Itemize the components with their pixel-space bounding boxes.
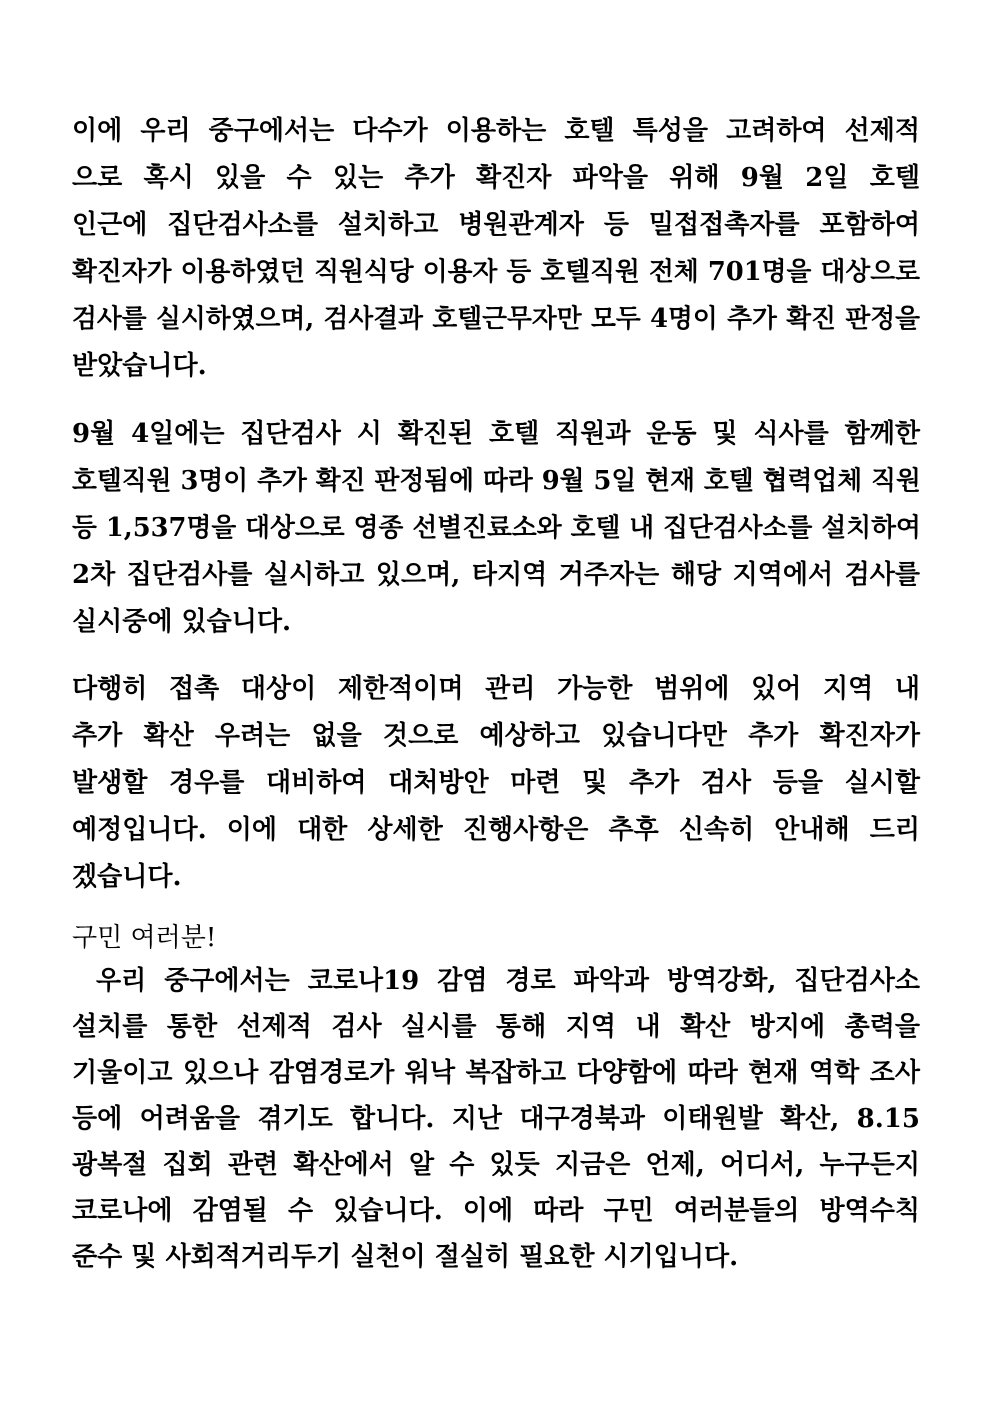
paragraph-3-line-1: 다행히 접촉 대상이 제한적이며 관리 가능한 범위에 있어 지역 내 [72,674,920,704]
paragraph-4-line-7: 준수 및 사회적거리두기 실천이 절실히 필요한 시기입니다. [72,1242,739,1272]
paragraph-2-line-5: 실시중에 있습니다. [72,607,292,637]
paragraph-4-line-2: 설치를 통한 선제적 검사 실시를 통해 지역 내 확산 방지에 총력을 [72,1012,920,1042]
greeting: 구민 여러분! [72,923,217,953]
paragraph-1-line-2: 으로 혹시 있을 수 있는 추가 확진자 파악을 위해 9월 2일 호텔 [72,163,920,193]
paragraph-4-line-1: 우리 중구에서는 코로나19 감염 경로 파악과 방역강화, 집단검사소 [96,966,920,996]
paragraph-1-line-4: 확진자가 이용하였던 직원식당 이용자 등 호텔직원 전체 701명을 대상으로 [72,257,920,287]
paragraph-1-line-5: 검사를 실시하였으며, 검사결과 호텔근무자만 모두 4명이 추가 확진 판정을 [72,304,920,334]
paragraph-4-line-4: 등에 어려움을 겪기도 합니다. 지난 대구경북과 이태원발 확산, 8.15 [72,1104,920,1134]
paragraph-4-line-5: 광복절 집회 관련 확산에서 알 수 있듯 지금은 언제, 어디서, 누구든지 [72,1150,920,1180]
paragraph-4-line-6: 코로나에 감염될 수 있습니다. 이에 따라 구민 여러분들의 방역수칙 [72,1196,920,1226]
paragraph-3-line-3: 발생할 경우를 대비하여 대처방안 마련 및 추가 검사 등을 실시할 [72,768,920,798]
paragraph-3-line-2: 추가 확산 우려는 없을 것으로 예상하고 있습니다만 추가 확진자가 [72,721,920,751]
paragraph-3-line-4: 예정입니다. 이에 대한 상세한 진행사항은 추후 신속히 안내해 드리 [72,815,920,845]
paragraph-1-line-6: 받았습니다. [72,351,207,381]
paragraph-2-line-1: 9월 4일에는 집단검사 시 확진된 호텔 직원과 운동 및 식사를 함께한 [72,419,920,449]
paragraph-3-line-5: 겠습니다. [72,862,182,892]
paragraph-1-line-1: 이에 우리 중구에서는 다수가 이용하는 호텔 특성을 고려하여 선제적 [72,116,920,146]
paragraph-2-line-2: 호텔직원 3명이 추가 확진 판정됨에 따라 9월 5일 현재 호텔 협력업체 직원 [72,466,921,496]
paragraph-1-line-3: 인근에 집단검사소를 설치하고 병원관계자 등 밀접접촉자를 포함하여 [72,210,920,240]
paragraph-4-line-3: 기울이고 있으나 감염경로가 워낙 복잡하고 다양함에 따라 현재 역학 조사 [72,1058,920,1088]
paragraph-2-line-3: 등 1,537명을 대상으로 영종 선별진료소와 호텔 내 집단검사소를 설치하여 [72,513,921,543]
paragraph-2-line-4: 2차 집단검사를 실시하고 있으며, 타지역 거주자는 해당 지역에서 검사를 [72,560,920,590]
